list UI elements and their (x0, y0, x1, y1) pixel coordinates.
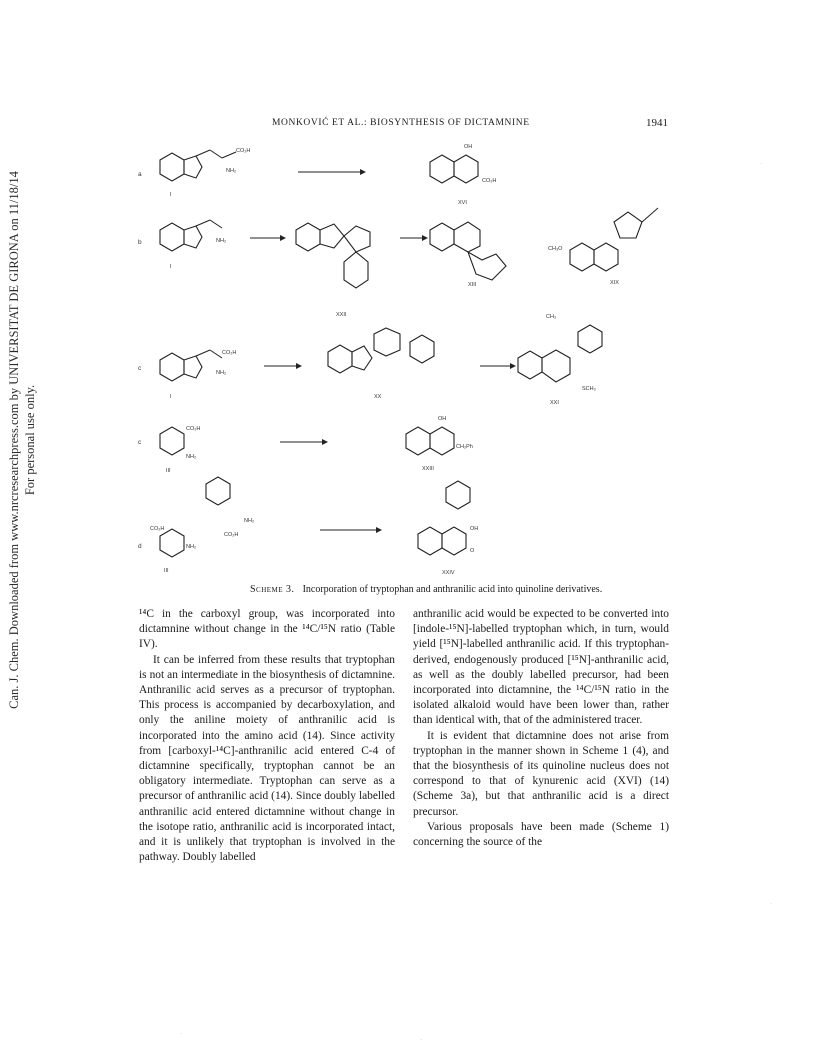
row-label-b: b (138, 239, 142, 246)
scheme-caption (250, 584, 602, 595)
group-ch3o-xix: CH₃O (548, 246, 563, 252)
label-III-c: III (166, 468, 171, 474)
structure-xxiv (418, 481, 470, 555)
running-head: MONKOVIĆ ET AL.: BIOSYNTHESIS OF DICTAMNINE (272, 118, 530, 128)
structure-kynurenic-acid (430, 155, 478, 183)
paragraph: ¹⁴C in the carboxyl group, was incorporated into dictamnine without change in the ¹⁴C/¹⁵N ratio (Table IV). (139, 608, 395, 651)
label-XIII: XIII (468, 282, 477, 288)
group-co2h-c2: CO₂H (186, 426, 201, 432)
page-number: 1941 (646, 117, 668, 129)
download-notice-line2: For personal use only. (23, 384, 37, 496)
label-I-b: I (170, 264, 172, 270)
journal-page: Can. J. Chem. Downloaded from www.nrcresearchpress.com by UNIVERSITAT DE GIRONA on 11/18/14 For personal use only. MONKOVIĆ ET AL.: BIOSYNTHESIS OF DICTAMNINE 1941 a b c c d CO₂H NH₂ I OH CO₂H XVI NH₂ I XXII XIII CH₃O XIX CO₂H NH₂ I XX CH₃ SCH₃ XXI CO₂H NH₂ III OH CH₂Ph XXIII CO₂H NH₂ NH₂ CO₂H III OH O XXIV Scheme 3. Incorporation of tryptophan and anthranilic acid into quinoline derivatives. ¹⁴C in the carboxyl group, was incorporated into dictamnine without change in the ¹⁴C/¹⁵N ratio (Table IV). It can be inferred from these results that tryptophan is not an intermediate in the biosynthesis of dictamnine. Anthranilic acid serves as a precursor of tryptophan. This process is accompanied by decarboxylation, and only the aniline moiety of anthranilic acid is incorporated into the amino acid (14). Since activity from [carboxyl-¹⁴C]-anthranilic acid entered C-4 of dictamnine specifically, tryptophan cannot be an obligatory intermediate. Tryptophan can serve as a precursor of anthranilic acid (14). Since doubly labelled anthranilic acid entered dictamnine without change in the isotope ratio, anthranilic acid is incorporated intact, and it is unlikely that tryptophan is involved in the pathway. Doubly labelled anthranilic acid would be expected to be converted into [indole-¹⁵N]-labelled tryptophan which, in turn, would yield [¹⁵N]-labelled anthranilic acid. If this tryptophan-derived, endogenously produced [¹⁵N]-anthranilic acid, as well as the doubly labelled precursor, had been incorporated into dictamnine, the ¹⁴C/¹⁵N ratio in the isolated alkaloid would have been lower than, rather than identical with, that of the administered tracer. It is evident that dictamnine does not arise from tryptophan in the manner shown in Scheme 1 (4), and that the biosynthesis of its quinoline nucleus does not correspond to that of kynurenic acid (XVI) (14) (Scheme 3a), but that anthranilic acid is a direct precursor. Various proposals have been made (Scheme 1) concerning the source of the · · · · (0, 0, 816, 1056)
download-notice-line1: Can. J. Chem. Downloaded from www.nrcresearchpress.com by UNIVERSITAT DE GIRONA on 11/18/14 (7, 171, 21, 709)
paragraph: anthranilic acid would be expected to be converted into [indole-¹⁵N]-labelled tryptophan which, in turn, would yield [¹⁵N]-labelled anthranilic acid. If this tryptophan-derived, endogenously produced [¹⁵N]-anthranilic acid, as well as the doubly labelled precursor, had been incorporated into dictamnine, the ¹⁴C/¹⁵N ratio in the isolated alkaloid would have been lower than, rather than identical with, that of the administered tracer. (413, 608, 669, 727)
group-oh-a: OH (464, 144, 473, 150)
group-nh2-d: NH₂ (186, 544, 197, 550)
label-XIX: XIX (610, 280, 619, 286)
label-I-a: I (170, 192, 172, 198)
group-o-xxiv: O (470, 548, 475, 554)
scheme-drawing (130, 138, 690, 578)
label-XXIV: XXIV (442, 570, 455, 576)
group-nh2-a: NH₂ (226, 168, 237, 174)
paragraph: Various proposals have been made (Scheme 1) concerning the source of the (413, 820, 669, 849)
group-nh2-c: NH₂ (216, 370, 227, 376)
group-nh2-c2: NH₂ (186, 454, 197, 460)
label-XVI: XVI (458, 200, 467, 206)
group-ch3-xxi: CH₃ (546, 314, 557, 320)
structure-anthranilic-c (160, 427, 184, 455)
group-co2h-a: CO₂H (236, 148, 251, 154)
reaction-scheme (130, 138, 690, 578)
structure-tryptophan-c (160, 350, 222, 381)
label-I-c: I (170, 394, 172, 400)
caption-label: Scheme 3. (250, 584, 295, 595)
label-XX: XX (374, 394, 382, 400)
structure-tryptophan-a (160, 150, 236, 181)
text-column-right (413, 607, 669, 850)
group-ch2ph-xxiii: CH₂Ph (456, 444, 473, 450)
label-XXI: XXI (550, 400, 559, 406)
row-label-a: a (138, 171, 142, 178)
label-III-d: III (164, 568, 169, 574)
download-notice (6, 60, 46, 820)
row-label-c1: c (138, 365, 142, 372)
structure-xxii (296, 223, 370, 288)
paragraph: It is evident that dictamnine does not arise from tryptophan in the manner shown in Scheme 1 (4), and that the biosynthesis of its quinoline nucleus does not correspond to that of kynurenic acid (XVI) (14) (Scheme 3a), but that anthranilic acid is a direct precursor. (413, 729, 669, 818)
caption-text: Incorporation of tryptophan and anthranilic acid into quinoline derivatives. (302, 584, 603, 595)
structure-xxiii (406, 427, 454, 455)
structure-tryptophan-b (160, 220, 222, 251)
group-sch3-xxi: SCH₃ (582, 386, 596, 392)
group-co2h-d: CO₂H (150, 526, 165, 532)
paragraph: It can be inferred from these results that tryptophan is not an intermediate in the biosynthesis of dictamnine. Anthranilic acid serves as a precursor of tryptophan. This process is accompanied by decarboxylation, and only the aniline moiety of anthranilic acid is incorporated into the amino acid (14). Since activity from [carboxyl-¹⁴C]-anthranilic acid entered C-4 of dictamnine specifically, tryptophan cannot be an obligatory intermediate. Tryptophan can serve as a precursor of anthranilic acid (14). Since doubly labelled anthranilic acid entered dictamnine without change in the isotope ratio, anthranilic acid is incorporated intact, and it is unlikely that tryptophan is involved in the pathway. Doubly labelled (139, 653, 395, 864)
structure-xiii (430, 222, 506, 280)
structure-xx (328, 328, 434, 373)
group-co2h-xvi: CO₂H (482, 178, 497, 184)
group-oh-xxiii: OH (438, 416, 447, 422)
label-XXII: XXII (336, 312, 347, 318)
structure-xix (570, 208, 658, 271)
group-nh2-b: NH₂ (216, 238, 227, 244)
row-label-d: d (138, 543, 142, 550)
group-co2h-c: CO₂H (222, 350, 237, 356)
row-label-c2: c (138, 439, 142, 446)
group-co2h-d2: CO₂H (224, 532, 239, 538)
group-oh-xxiv: OH (470, 526, 479, 532)
text-column-left (139, 607, 395, 865)
structure-xxi (518, 325, 602, 382)
label-XXIII: XXIII (422, 466, 434, 472)
group-nh2-d2: NH₂ (244, 518, 255, 524)
